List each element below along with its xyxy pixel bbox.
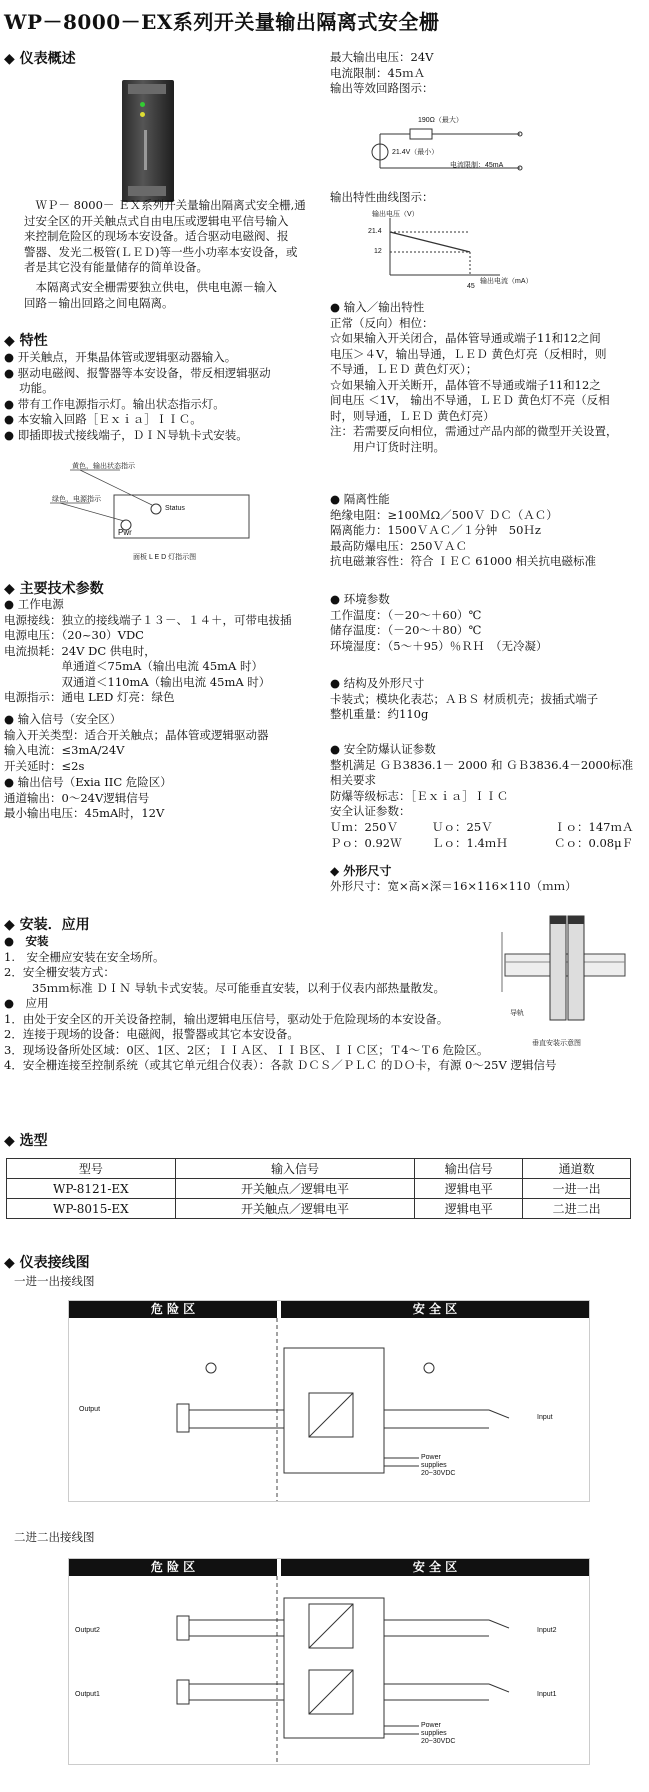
output-label: Output xyxy=(79,1406,101,1413)
structure-spec: ● 结构及外形尺寸 卡装式；模块化表芯；ＡＢＳ 材质机壳；拔插式端子 整机重量：约110g xyxy=(330,676,599,721)
output1-label: Output1 xyxy=(75,1691,100,1698)
curve-xlabel: 输出电流（mA） xyxy=(480,278,533,285)
isolation-spec: ● 隔离性能 绝缘电阻：≥100ＭΩ／500Ｖ ＤＣ（ＡＣ） 隔离能力：1500ＶＡＣ／１分钟 50Ｈz 最高防爆电压：250ＶＡＣ 抗电磁兼容性：符合 ＩＥＣ 61000 相关抗电磁标准 xyxy=(330,492,597,568)
input-spec: ● 输入信号（安全区） 输入开关类型：适合开关触点；晶体管或逻辑驱动器 输入电流：≤3mA/24V 开关延时：≤2s xyxy=(4,712,269,773)
power-supply-label: Power supplies 20~30VDC xyxy=(421,1454,456,1477)
status-label: Status xyxy=(165,505,185,512)
curve-ylabel: 输出电压（V） xyxy=(372,211,419,218)
list-item: ● 本安输入回路［Ｅｘｉａ］ＩＩＣ。 xyxy=(4,412,202,426)
circuit-v-label: 21.4V（最小） xyxy=(392,149,439,156)
curve-y2: 12 xyxy=(374,248,382,255)
double-wiring-diagram xyxy=(68,1558,590,1765)
install-list: ● 安装 1. 安全栅应安装在安全场所。 2．安全栅安装方式： 35ｍｍ标准 ＤＩＮ 导轨卡式安装。尽可能垂直安装，以利于仪表内部热量散发。 ● 应用 1．由处于安全区的开关设备控制，输出逻辑电压信号，驱动处于危险现场的本安设备。 2．连接于现场的设备：电磁阀，报警器或其它本安设备。 3．现场设备所处区域：0区、1区、2区；ＩＩＡ区、ＩＩＢ区、ＩＩＣ区；Ｔ4～Ｔ6 危险区。 4．安全栅连接至控制系统（或其它单元组合仪表）：各款 ＤＣＳ／ＰＬＣ 的ＤＯ卡，有源 0～25V 逻辑信号 xyxy=(4,934,557,1072)
led-label-green: 绿色，电源指示 xyxy=(52,496,101,503)
table-row: WP-8015-EX 开关触点／逻辑电平 逻辑电平 二进二出 xyxy=(7,1199,631,1219)
safe-zone-bar: 安 全 区 xyxy=(281,1301,589,1318)
install-heading: ◆ 安装．应用 xyxy=(4,917,90,933)
features-heading: ◆ 特性 xyxy=(4,333,48,349)
dimension-heading: ◆ 外形尺寸 xyxy=(330,864,392,878)
overview-paragraph-1: ＷＰ－ 8000－ ＥＸ系列开关量输出隔离式安全栅,通 过安全区的开关触点式自由电压或逻辑电平信号输入 来控制危险区的现场本安设备。适合驱动电磁阀、报 警器、发光二极管(ＬＥＤ)等一些小功率本安设备，或 者是其它没有能量储存的简单设备。 xyxy=(24,198,306,274)
device-photo xyxy=(122,80,174,202)
rail-caption: 垂直安装示意图 xyxy=(532,1040,581,1047)
table-row: WP-8121-EX 开关触点／逻辑电平 逻辑电平 一进一出 xyxy=(7,1179,631,1199)
danger-zone-bar: 危 险 区 xyxy=(69,1301,277,1318)
danger-zone-bar: 危 险 区 xyxy=(69,1559,277,1576)
double-wiring-title: 二进二出接线图 xyxy=(14,1530,95,1544)
table-header-row: 型号 输入信号 输出信号 通道数 xyxy=(7,1159,631,1179)
list-item: ● 驱动电磁阀、报警器等本安设备，带反相逻辑驱动 xyxy=(4,365,271,380)
dimension-text: 外形尺寸：宽×高×深＝16×116×110（ｍｍ） xyxy=(330,879,577,893)
environment-spec: ● 环境参数 工作温度：（－20～＋60）℃ 储存温度：（－20～＋80）℃ 环境湿度：（5～＋95）％ＲＨ （无冷凝） xyxy=(330,592,548,653)
output-limits: 最大输出电压：24V 电流限制：45ｍＡ 输出等效回路图示： xyxy=(330,50,434,95)
list-item: ● 即插即拔式接线端子，ＤＩＮ导轨卡式安装。 xyxy=(4,427,248,442)
input1-label: Input1 xyxy=(537,1691,557,1698)
wiring-heading: ◆ 仪表接线图 xyxy=(4,1255,90,1271)
selection-table xyxy=(6,1158,631,1219)
curve-x1: 45 xyxy=(467,283,475,290)
circuit-r-label: 190Ω（最大） xyxy=(418,117,463,124)
single-wiring-diagram xyxy=(68,1300,590,1502)
overview-heading: ◆ 仪表概述 xyxy=(4,51,76,67)
led-label-yellow: 黄色，输出状态指示 xyxy=(72,463,135,470)
overview-paragraph-2: 本隔离式安全栅需要独立供电，供电电源－输入 回路－输出回路之间电隔离。 xyxy=(24,280,277,310)
power-spec: ● 工作电源 电源接线：独立的接线端子１３－、１４＋，可带电拔插 电源电压：（20~30）VDC 电流损耗：24V DC 供电时， 单通道＜75mA（输出电流 45mA 时） 双通道＜110mA（输出电流 45mA 时） 电源指示：通电 LED 灯亮：绿色 xyxy=(4,597,292,704)
circuit-i-label: 电流限制：45mA xyxy=(450,162,504,169)
led-caption: 面板 L E D 灯指示图 xyxy=(133,554,197,561)
output2-label: Output2 xyxy=(75,1627,100,1634)
features-list xyxy=(4,350,271,443)
page-title: WP－8000－EX系列开关量输出隔离式安全栅 xyxy=(4,10,440,34)
param-row-2: Ｐｏ：0.92Ｗ xyxy=(330,836,402,850)
curve-title: 输出特性曲线图示： xyxy=(330,190,434,204)
power-supply-label: Power supplies 20~30VDC xyxy=(421,1722,456,1745)
output-spec: ● 输出信号（Exia IIC 危险区） 通道输出：0～24V逻辑信号 最小输出电压：45mA时，12V xyxy=(4,775,172,820)
input2-label: Input2 xyxy=(537,1627,557,1634)
ex-cert-spec: ● 安全防爆认证参数 整机满足 ＧＢ3836.1－ 2000 和 ＧＢ3836.4－2000标准 相关要求 防爆等级标志：［Ｅｘｉａ］ＩＩＣ 安全认证参数： xyxy=(330,742,634,818)
selection-heading: ◆ 选型 xyxy=(4,1133,48,1149)
input-label: Input xyxy=(537,1414,553,1421)
list-item: ● 带有工作电源指示灯。输出状态指示灯。 xyxy=(4,396,225,411)
safe-zone-bar: 安 全 区 xyxy=(281,1559,589,1576)
list-item: ● 开关触点，开集晶体管或逻辑驱动器输入。 xyxy=(4,350,237,364)
curve-y1: 21.4 xyxy=(368,228,382,235)
list-item: 功能。 xyxy=(4,381,54,395)
io-characteristics: ● 输入／输出特性 正常（反向）相位： ☆如果输入开关闭合，晶体管导通或端子11和12之间 电压＞４V，输出导通，ＬＥＤ 黄色灯亮（反相时，则 不导通，ＬＥＤ 黄色灯灭）； ☆如果输入开关断开，晶体管不导通或端子11和12之 间电压 ＜1V， 输出不导通，ＬＥＤ 黄色灯不亮（反相 时，则导通，ＬＥＤ 黄色灯亮） 注：若需要反向相位，需通过产品内部的微型开关设置， 用户订货时注明。 xyxy=(330,300,618,454)
specs-heading: ◆ 主要技术参数 xyxy=(4,581,104,597)
pwr-label: Pwr xyxy=(118,528,132,537)
rail-label: 导轨 xyxy=(510,1010,524,1017)
single-wiring-title: 一进一出接线图 xyxy=(14,1274,95,1288)
output-curve xyxy=(360,210,510,285)
param-row-1: Ｕｍ：250Ｖ xyxy=(330,820,398,834)
